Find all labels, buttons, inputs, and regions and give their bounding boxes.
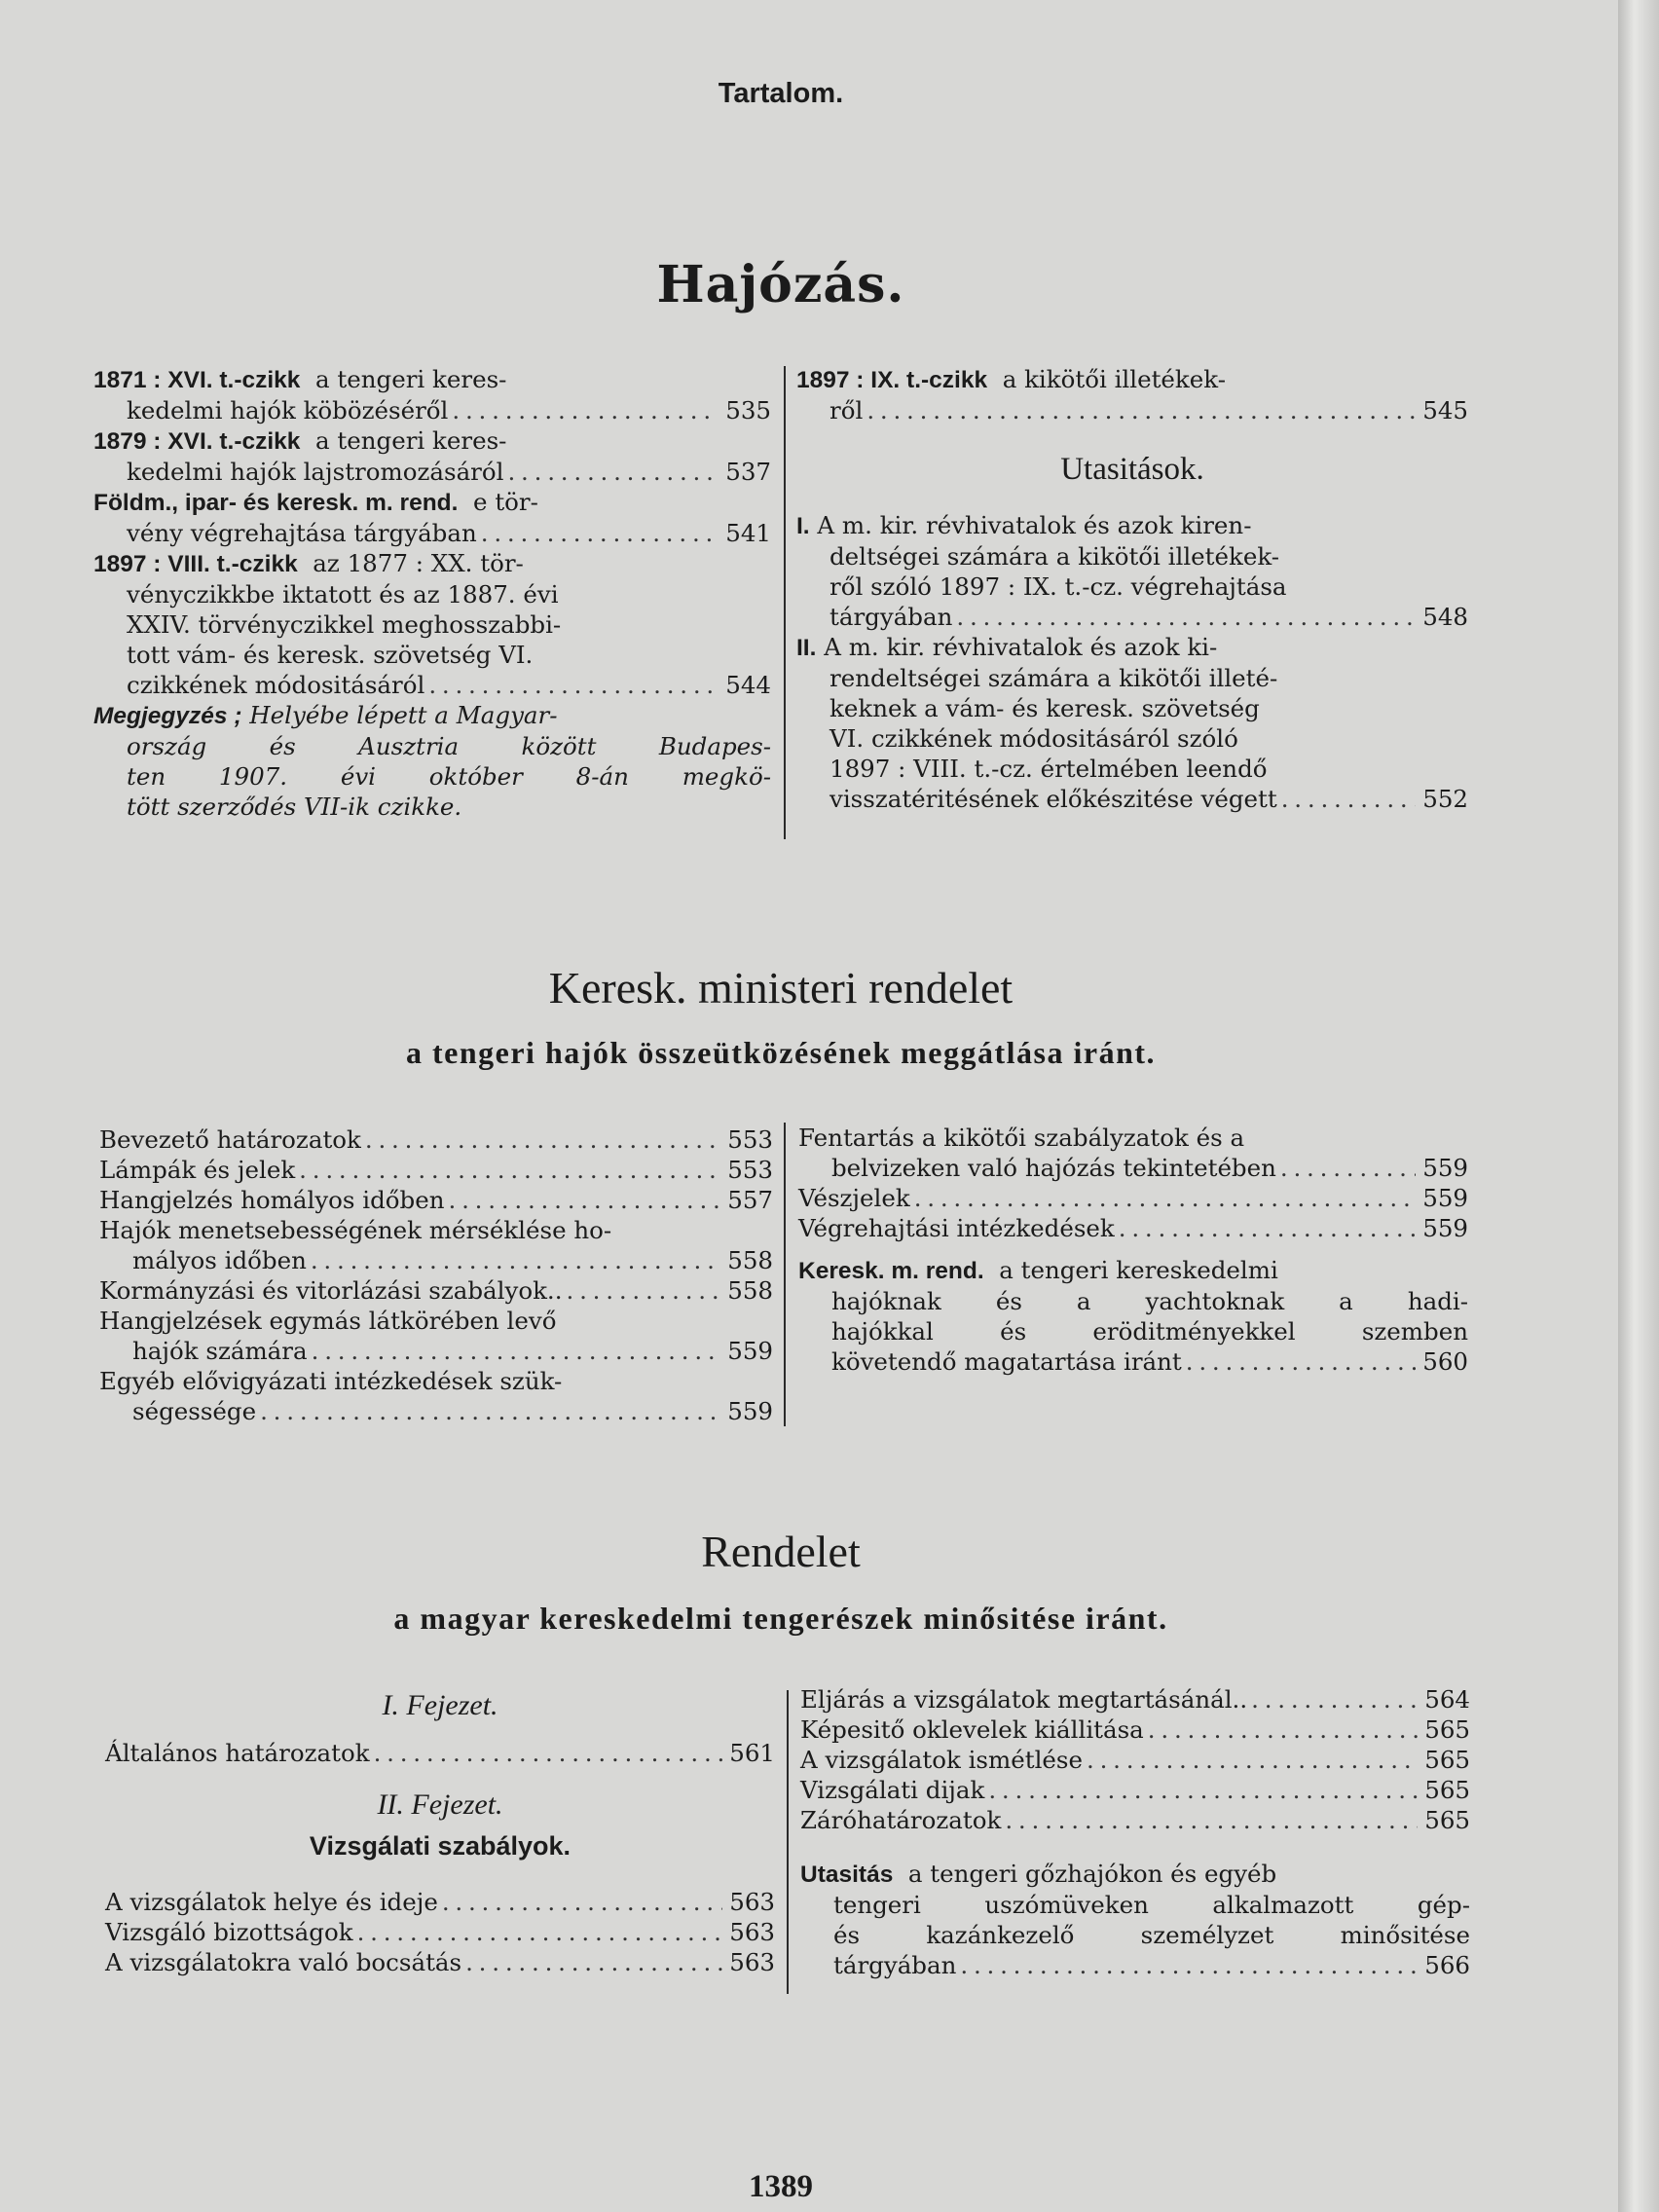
keresk-left-column <box>99 1124 773 1426</box>
toc-entry <box>93 548 771 700</box>
entry-row <box>93 395 771 425</box>
entry-line: a tengeri keres- <box>315 426 507 455</box>
column-divider <box>784 1123 786 1426</box>
toc-entry <box>93 364 771 425</box>
entry-row <box>93 670 771 700</box>
entry-line: hajók számára <box>132 1337 308 1365</box>
entry-line: ről szóló 1897 : IX. t.-cz. végrehajtása <box>830 572 1287 601</box>
page-ref: 559 <box>1422 1214 1468 1242</box>
dot-leader <box>452 395 719 425</box>
entry-line: Vészjelek <box>798 1184 910 1212</box>
toc-entry <box>800 1714 1470 1745</box>
entry-row <box>99 1306 773 1336</box>
entry-row <box>796 632 1468 663</box>
entry-line: XXIV. törvényczikkel meghosszabbi- <box>127 610 562 639</box>
page-ref: 535 <box>725 396 771 424</box>
dot-leader <box>1148 1714 1418 1745</box>
toc-entry <box>93 425 771 487</box>
toc-entry <box>99 1275 773 1306</box>
page-number: 1389 <box>749 2169 813 2204</box>
entry-row <box>93 425 771 457</box>
note <box>93 700 771 822</box>
toc-entry <box>800 1805 1470 1835</box>
entry-numeral: II. <box>796 635 817 661</box>
entry-line: Lámpák és jelek <box>99 1156 296 1184</box>
entry-line: tárgyában <box>833 1951 957 1979</box>
entry-row <box>93 548 771 579</box>
section-title-keresk: Keresk. ministeri rendelet <box>548 963 1014 1013</box>
toc-entry-utasitas <box>800 1859 1470 1980</box>
entry-line: ről <box>830 396 864 424</box>
hajozas-left-column <box>93 364 771 822</box>
dot-leader <box>312 1336 720 1366</box>
entry-line: A m. kir. révhivatalok és azok kiren- <box>817 511 1252 539</box>
page-ref: 559 <box>1422 1154 1468 1182</box>
toc-entry-1897-ix <box>796 364 1468 425</box>
page-ref: 559 <box>727 1397 773 1425</box>
entry-line: hajóknak és a yachtoknak a hadi- <box>831 1287 1468 1315</box>
entry-line: Hajók menetsebességének mérséklése ho- <box>99 1216 612 1244</box>
entry-row <box>796 754 1468 784</box>
entry-line: visszatéritésének előkészitése végett <box>830 785 1277 813</box>
dot-leader <box>428 670 719 700</box>
entry-row <box>800 1714 1470 1745</box>
column-divider <box>787 1690 789 1994</box>
entry-line: Hangjelzés homályos időben <box>99 1186 445 1214</box>
entry-row <box>796 723 1468 754</box>
entry-row <box>105 1917 775 1947</box>
entry-line: czikkének módositásáról <box>127 671 425 699</box>
dot-leader <box>365 1124 720 1155</box>
entry-line: hajókkal és eröditményekkel szemben <box>831 1317 1468 1346</box>
note-line: ország és Ausztria között Budapes- <box>127 732 771 760</box>
toc-entry <box>99 1155 773 1185</box>
entry-line: a kikötői illetékek- <box>1002 365 1226 393</box>
entry-line: Végrehajtási intézkedések <box>798 1214 1115 1242</box>
dot-leader <box>465 1947 722 1977</box>
page-ref: 544 <box>725 671 771 699</box>
page-ref: 558 <box>727 1276 773 1305</box>
entry-row <box>798 1123 1468 1153</box>
page-ref: 537 <box>725 458 771 486</box>
page-ref: 565 <box>1424 1715 1470 1744</box>
section-title-hajozas: Hajózás. <box>656 255 905 314</box>
entry-line: belvizeken való hajózás tekintetében <box>831 1154 1276 1182</box>
page-ref: 552 <box>1422 785 1468 813</box>
page-ref: 566 <box>1424 1951 1470 1979</box>
entry-line: a tengeri kereskedelmi <box>999 1256 1278 1284</box>
entry-line: Hangjelzések egymás látkörében levő <box>99 1307 557 1335</box>
hajozas-right-column <box>796 364 1468 814</box>
page-ref: 560 <box>1422 1347 1468 1376</box>
entry-row <box>105 1738 775 1768</box>
entry-row <box>99 1245 773 1275</box>
entry-row <box>93 518 771 548</box>
toc-entry <box>99 1215 773 1275</box>
dot-leader <box>988 1775 1418 1805</box>
entry-line: Vizsgálati dijak <box>800 1776 985 1804</box>
entry-line: vény végrehajtása tárgyában <box>127 519 477 547</box>
dot-leader <box>1119 1213 1416 1243</box>
entry-line: az 1877 : XX. tör- <box>313 549 524 577</box>
dot-leader <box>299 1155 720 1185</box>
entry-lead: Földm., ipar- és keresk. m. rend. <box>93 490 459 516</box>
entry-line: a tengeri gőzhajókon és egyéb <box>907 1860 1277 1888</box>
entry-lead: 1897 : IX. t.-czikk <box>796 367 988 393</box>
entry-row <box>800 1684 1470 1714</box>
entry-line: keknek a vám- és keresk. szövetség <box>830 694 1260 722</box>
entry-lead: 1879 : XVI. t.-czikk <box>93 428 301 455</box>
entry-row <box>99 1155 773 1185</box>
entry-line: tengeri uszómüveken alkalmazott gép- <box>833 1891 1470 1919</box>
page-ref: 561 <box>729 1739 775 1767</box>
chapter-heading-1: I. Fejezet. <box>382 1689 498 1721</box>
entry-line: ségessége <box>132 1397 257 1425</box>
page-ref: 559 <box>1422 1184 1468 1212</box>
entry-row <box>796 510 1468 541</box>
page-ref: 541 <box>725 519 771 547</box>
entry-line: rendeltségei számára a kikötői illeté- <box>830 664 1278 692</box>
page-ref: 563 <box>729 1888 775 1916</box>
entry-row <box>99 1124 773 1155</box>
entry-row <box>99 1185 773 1215</box>
toc-entry <box>800 1745 1470 1775</box>
entry-row <box>798 1153 1468 1183</box>
rendelet-left-column <box>105 1690 775 1977</box>
entry-line: A vizsgálatokra való bocsátás <box>105 1948 462 1976</box>
entry-row <box>99 1336 773 1366</box>
page-ref: 559 <box>727 1337 773 1365</box>
dot-leader <box>311 1245 720 1275</box>
toc-entry <box>796 510 1468 632</box>
toc-entry <box>798 1213 1468 1243</box>
entry-row <box>93 579 771 609</box>
section-title-rendelet: Rendelet <box>701 1527 861 1576</box>
page-ref: 565 <box>1424 1806 1470 1834</box>
entry-row <box>99 1275 773 1306</box>
entry-line: kedelmi hajók köbözéséről <box>127 396 449 424</box>
entry-row <box>796 693 1468 723</box>
dot-leader <box>260 1396 720 1426</box>
dot-leader <box>449 1185 720 1215</box>
entry-row <box>99 1396 773 1426</box>
entry-lead: 1897 : VIII. t.-czikk <box>93 551 298 577</box>
entry-line: VI. czikkének módositásáról szóló <box>830 724 1238 753</box>
page-edge <box>1618 0 1659 2212</box>
entry-row <box>800 1775 1470 1805</box>
chapter-subheading: Vizsgálati szabályok. <box>309 1831 571 1861</box>
section-subtitle-rendelet: a magyar kereskedelmi tengerészek minősitése iránt. <box>393 1601 1168 1636</box>
toc-entry <box>93 487 771 548</box>
rendelet-right-column <box>800 1684 1470 1980</box>
entry-lead: Utasitás <box>800 1862 894 1888</box>
entry-line: Általános határozatok <box>105 1739 370 1767</box>
toc-entry <box>796 632 1468 814</box>
entry-row <box>99 1366 773 1396</box>
toc-entry <box>99 1306 773 1366</box>
entry-line: Bevezető határozatok <box>99 1125 361 1154</box>
entry-row <box>796 541 1468 571</box>
toc-entry <box>105 1947 775 1977</box>
utasitasok-title: Utasitások. <box>1060 452 1204 487</box>
entry-row <box>93 487 771 518</box>
entry-row <box>796 784 1468 814</box>
entry-line: és kazánkezelő személyzet minősitése <box>833 1921 1470 1949</box>
page-ref: 563 <box>729 1918 775 1946</box>
page-ref: 565 <box>1424 1776 1470 1804</box>
entry-row <box>798 1213 1468 1243</box>
entry-row <box>93 609 771 640</box>
page-ref: 545 <box>1422 396 1468 424</box>
running-head: Tartalom. <box>718 78 844 109</box>
toc-entry <box>800 1775 1470 1805</box>
entry-lead: 1871 : XVI. t.-czikk <box>93 367 301 393</box>
entry-line: tárgyában <box>830 603 953 631</box>
chapter-heading-2: II. Fejezet. <box>377 1788 503 1821</box>
entry-line: a tengeri keres- <box>315 365 507 393</box>
page-ref: 557 <box>727 1186 773 1214</box>
page-ref: 548 <box>1422 603 1468 631</box>
entry-line: Eljárás a vizsgálatok megtartásánál.. <box>800 1685 1248 1714</box>
dot-leader <box>1281 784 1416 814</box>
entry-row <box>99 1215 773 1245</box>
note-line: ten 1907. évi október 8-án megkö- <box>127 762 771 791</box>
entry-line: Egyéb elővigyázati intézkedések szük- <box>99 1367 563 1395</box>
page-ref: 558 <box>727 1246 773 1274</box>
entry-lead: Keresk. m. rend. <box>798 1258 984 1284</box>
entry-line: A m. kir. révhivatalok és azok ki- <box>824 633 1218 661</box>
page-ref: 565 <box>1424 1746 1470 1774</box>
dot-leader <box>1251 1684 1418 1714</box>
entry-line: A vizsgálatok helye és ideje <box>105 1888 438 1916</box>
entry-row <box>105 1947 775 1977</box>
dot-leader <box>567 1275 720 1306</box>
toc-entry <box>105 1917 775 1947</box>
entry-line: deltségei számára a kikötői illetékek- <box>830 542 1280 571</box>
note-line: tött szerződés VII-ik czikke. <box>127 793 462 821</box>
toc-entry <box>99 1185 773 1215</box>
dot-leader <box>1087 1745 1418 1775</box>
entry-row <box>796 663 1468 693</box>
page-ref: 563 <box>729 1948 775 1976</box>
dot-leader <box>442 1887 722 1917</box>
dot-leader <box>914 1183 1416 1213</box>
entry-line: Fentartás a kikötői szabályzatok és a <box>798 1124 1245 1152</box>
entry-line: A vizsgálatok ismétlése <box>800 1746 1083 1774</box>
entry-line: kedelmi hajók lajstromozásáról <box>127 458 504 486</box>
entry-line: e tör- <box>473 488 538 516</box>
entry-line: Képesitő oklevelek kiállitása <box>800 1715 1144 1744</box>
toc-entry <box>99 1366 773 1426</box>
entry-line: Kormányzási és vitorlázási szabályok.. <box>99 1276 563 1305</box>
toc-entry-keresk-m-rend <box>798 1255 1468 1377</box>
entry-line: tott vám- és keresk. szövetség VI. <box>127 641 534 669</box>
entry-line: vényczikkbe iktatott és az 1887. évi <box>127 580 559 608</box>
entry-row <box>93 640 771 670</box>
toc-entry <box>99 1124 773 1155</box>
note-line: Helyébe lépett a Magyar- <box>249 701 558 729</box>
dot-leader <box>374 1738 722 1768</box>
toc-entry <box>105 1738 775 1768</box>
keresk-right-column <box>798 1123 1468 1377</box>
entry-row <box>93 457 771 487</box>
page-ref: 553 <box>727 1125 773 1154</box>
entry-row <box>800 1745 1470 1775</box>
dot-leader <box>481 518 719 548</box>
dot-leader <box>1280 1153 1416 1183</box>
entry-row <box>796 602 1468 632</box>
entry-row <box>800 1805 1470 1835</box>
entry-line: 1897 : VIII. t.-cz. értelmében leendő <box>830 755 1268 783</box>
dot-leader <box>956 602 1416 632</box>
column-divider <box>784 366 786 839</box>
entry-line: követendő magatartása iránt <box>831 1347 1182 1376</box>
toc-entry <box>105 1887 775 1917</box>
toc-entry <box>800 1684 1470 1714</box>
toc-entry <box>798 1123 1468 1183</box>
note-label: Megjegyzés ; <box>93 703 242 729</box>
dot-leader <box>357 1917 722 1947</box>
page-ref: 564 <box>1424 1685 1470 1714</box>
entry-row <box>796 571 1468 602</box>
entry-row <box>105 1887 775 1917</box>
entry-row <box>93 364 771 395</box>
entry-row <box>798 1183 1468 1213</box>
dot-leader <box>507 457 719 487</box>
entry-line: Vizsgáló bizottságok <box>105 1918 353 1946</box>
toc-entry <box>798 1183 1468 1213</box>
page-ref: 553 <box>727 1156 773 1184</box>
dot-leader <box>1005 1805 1418 1835</box>
section-subtitle-keresk: a tengeri hajók összeütközésének meggátlása iránt. <box>405 1035 1157 1070</box>
entry-line: mályos időben <box>132 1246 307 1274</box>
entry-numeral: I. <box>796 513 810 539</box>
entry-line: Záróhatározatok <box>800 1806 1002 1834</box>
